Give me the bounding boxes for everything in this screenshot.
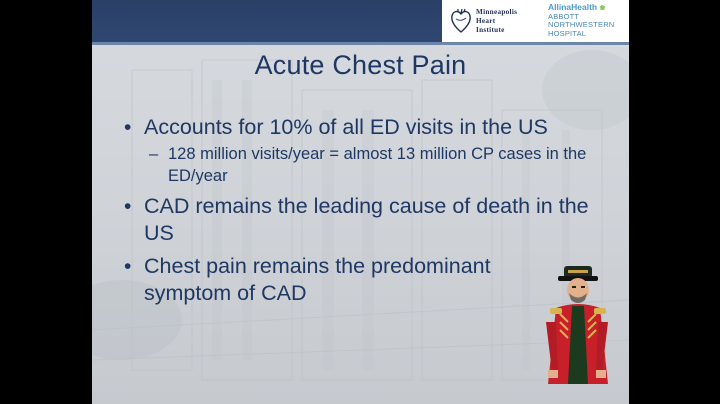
mhi-line3: Institute bbox=[476, 25, 505, 34]
bullet-item bbox=[124, 193, 604, 247]
bullet-icon: • bbox=[124, 116, 132, 139]
bullet-item bbox=[124, 253, 604, 307]
mhi-logo bbox=[450, 3, 542, 39]
sub-bullet-item bbox=[124, 143, 604, 187]
hospital-line1: ABBOTT bbox=[548, 12, 580, 21]
allina-brand-text: AllinaHealth bbox=[548, 2, 598, 12]
bullet-icon: • bbox=[124, 255, 132, 278]
mhi-line1: Minneapolis bbox=[476, 7, 518, 16]
dash-icon: – bbox=[149, 145, 159, 163]
sub-bullet-text: 128 million visits/year = almost 13 million CP cases in the ED/year bbox=[168, 145, 587, 185]
heart-icon bbox=[450, 8, 472, 34]
bullet-icon: • bbox=[124, 195, 132, 218]
allina-logo bbox=[548, 2, 628, 40]
bullet-item bbox=[124, 114, 604, 141]
bullet-list bbox=[124, 114, 604, 307]
mhi-line2: Heart bbox=[476, 16, 496, 25]
hospital-name bbox=[548, 13, 628, 38]
header-divider bbox=[92, 42, 629, 45]
bullet-text: CAD remains the leading cause of death in the US bbox=[144, 194, 589, 245]
bullet-text: Chest pain remains the predominant symptom of CAD bbox=[144, 254, 491, 305]
mhi-logo-text bbox=[476, 8, 517, 35]
hospital-line3: HOSPITAL bbox=[548, 28, 587, 38]
hospital-line2: NORTHWESTERN bbox=[548, 20, 615, 30]
captain-figure-image bbox=[538, 262, 616, 384]
allina-brand bbox=[548, 2, 628, 12]
leaf-icon: ❀ bbox=[599, 5, 606, 12]
bullet-text: Accounts for 10% of all ED visits in the US bbox=[144, 115, 548, 139]
slide-title: Acute Chest Pain bbox=[254, 50, 467, 80]
